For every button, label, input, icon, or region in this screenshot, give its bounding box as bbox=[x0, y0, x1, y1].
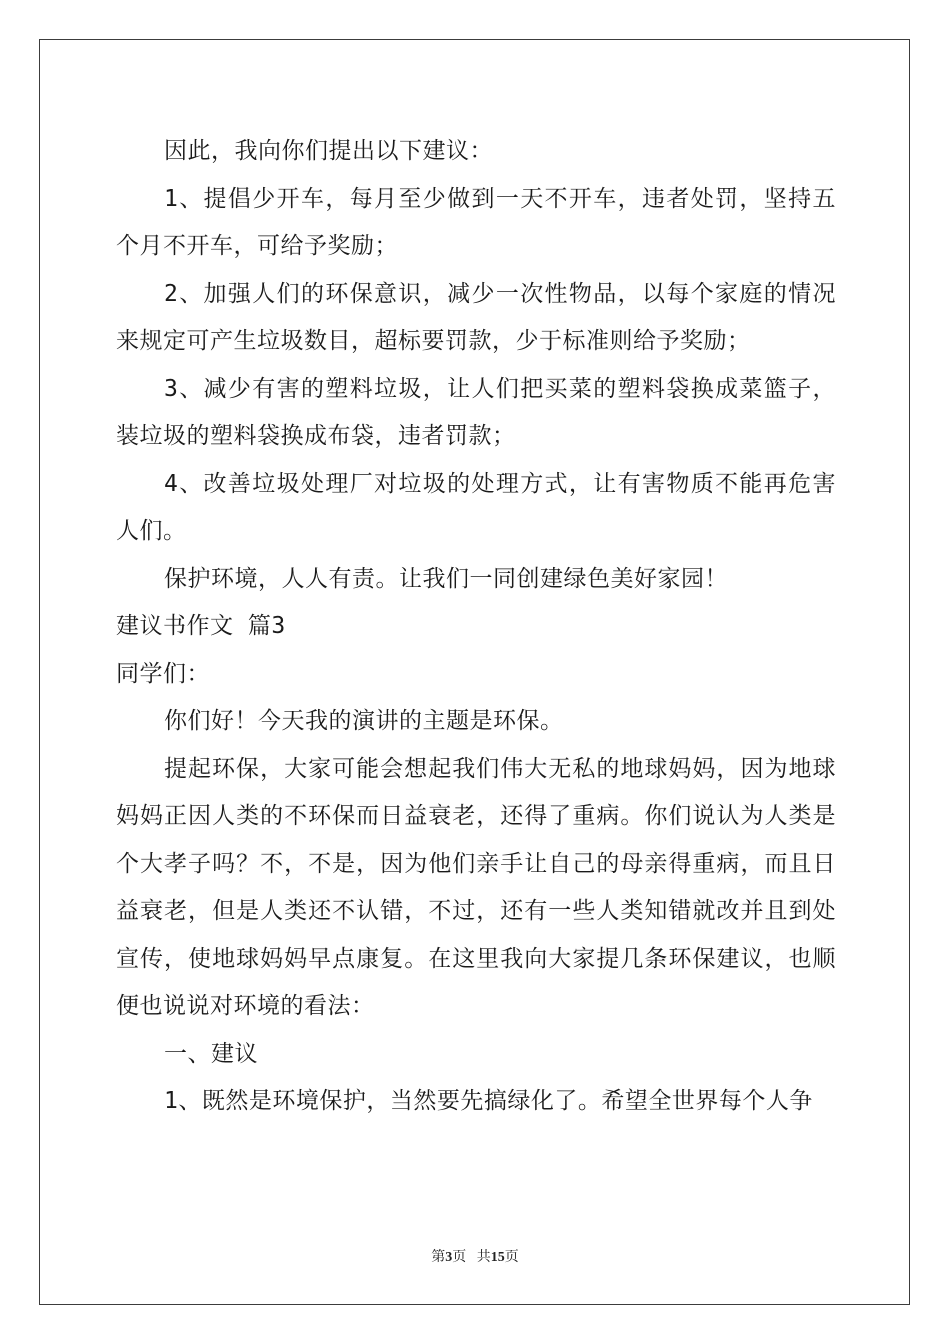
total-prefix: 共 bbox=[476, 1250, 491, 1265]
page-footer bbox=[0, 1246, 950, 1266]
paragraph: 3、减少有害的塑料垃圾，让人们把买菜的塑料袋换成菜篮子，装垃圾的塑料袋换成布袋，违者罚款； bbox=[116, 375, 836, 449]
paragraph: 2、加强人们的环保意识，减少一次性物品，以每个家庭的情况来规定可产生垃圾数目，超标要罚款，少于标准则给予奖励； bbox=[116, 280, 836, 354]
page-current: 3 bbox=[445, 1250, 453, 1265]
total-suffix: 页 bbox=[504, 1250, 519, 1265]
paragraph: 提起环保，大家可能会想起我们伟大无私的地球妈妈，因为地球妈妈正因人类的不环保而日益衰老，还得了重病。你们说认为人类是个大孝子吗？不，不是，因为他们亲手让自己的母亲得重病，而且日益衰老，但是人类还不认错，不过，还有一些人类知错就改并且到处宣传，使地球妈妈早点康复。在这里我向大家提几条环保建议，也顺便也说说对环境的看法： bbox=[116, 755, 836, 1019]
salutation: 同学们： bbox=[116, 660, 210, 687]
paragraph: 你们好！今天我的演讲的主题是环保。 bbox=[164, 708, 564, 734]
page-suffix: 页 bbox=[452, 1250, 467, 1265]
paragraph: 保护环境，人人有责。让我们一同创建绿色美好家园！ bbox=[164, 565, 728, 592]
paragraph: 因此，我向你们提出以下建议： bbox=[164, 138, 493, 164]
paragraph: 4、改善垃圾处理厂对垃圾的处理方式，让有害物质不能再危害人们。 bbox=[116, 470, 836, 544]
paragraph: 一、建议 bbox=[164, 1040, 258, 1067]
page-total: 15 bbox=[490, 1250, 505, 1265]
document-body bbox=[116, 128, 836, 1126]
paragraph: 1、既然是环境保护，当然要先搞绿化了。希望全世界每个人争 bbox=[164, 1088, 813, 1114]
paragraph: 1、提倡少开车，每月至少做到一天不开车，违者处罚，坚持五个月不开车，可给予奖励； bbox=[116, 185, 836, 259]
section-heading: 建议书作文 篇3 bbox=[116, 613, 286, 639]
page-prefix: 第 bbox=[431, 1250, 446, 1265]
